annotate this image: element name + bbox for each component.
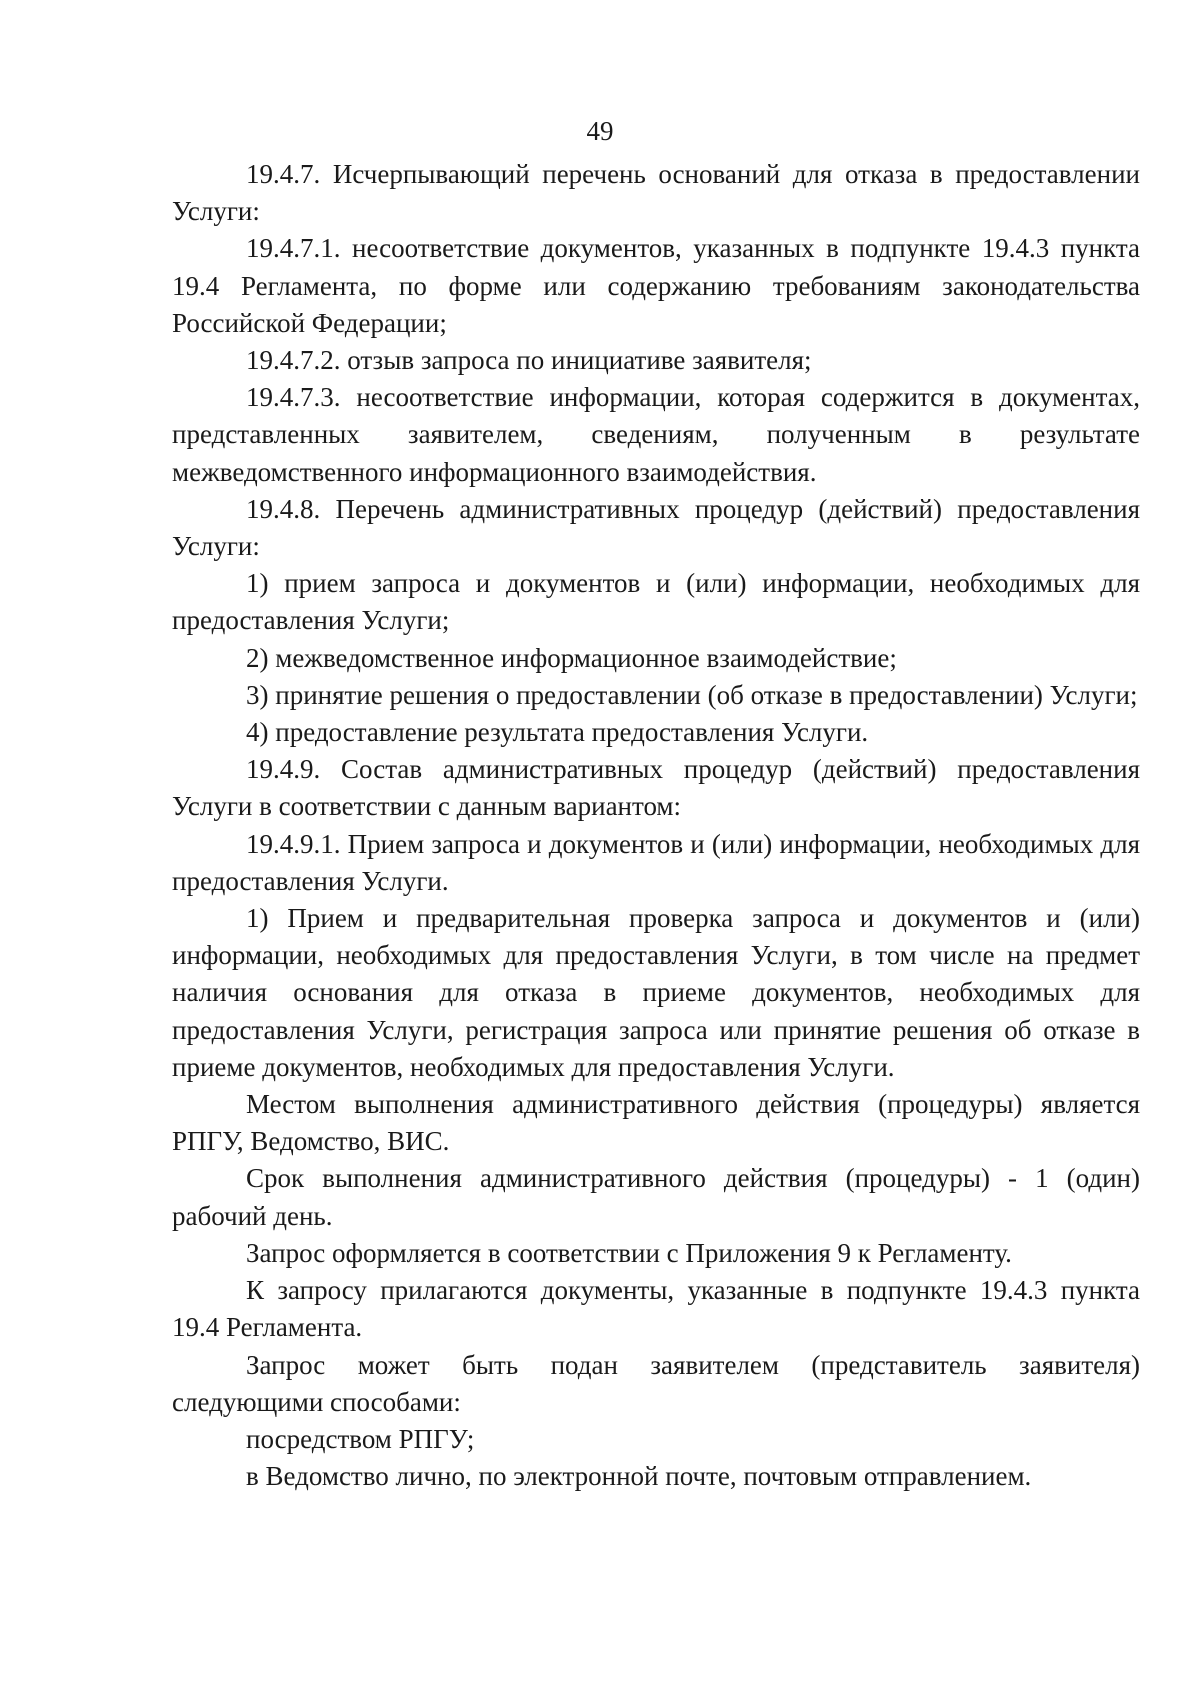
document-body [172, 156, 1140, 1495]
method-vedomstvo: в Ведомство лично, по электронной почте, почтовым отправлением. [246, 1461, 1032, 1492]
paragraph-place: Местом выполнения административного действия (процедуры) является РПГУ, Ведомство, ВИС. [172, 1089, 1140, 1157]
page-number: 49 [586, 116, 614, 146]
paragraph-19-4-9-1: 19.4.9.1. Прием запроса и документов и (или) информации, необходимых для предоставления Услуги. [172, 828, 1140, 896]
list-item-3: 3) принятие решения о предоставлении (об отказе в предоставлении) Услуги; [246, 679, 1138, 710]
method-rpgu: посредством РПГУ; [246, 1423, 475, 1454]
paragraph-19-4-7-2: 19.4.7.2. отзыв запроса по инициативе заявителя; [246, 345, 812, 376]
paragraph-request-form: Запрос оформляется в соответствии с Приложения 9 к Регламенту. [246, 1237, 1012, 1268]
paragraph-19-4-9: 19.4.9. Состав административных процедур (действий) предоставления Услуги в соответствии с данным вариантом: [172, 754, 1140, 822]
list-item-2: 2) межведомственное информационное взаимодействие; [246, 642, 897, 673]
paragraph-term: Срок выполнения административного действия (процедуры) - 1 (один) рабочий день. [172, 1163, 1140, 1231]
paragraph-submission-methods: Запрос может быть подан заявителем (представитель заявителя) следующими способами: [172, 1349, 1140, 1417]
paragraph-19-4-7-3: 19.4.7.3. несоответствие информации, которая содержится в документах, представленных заявителем, сведениям, полученным в результате межведомственного информационного взаимодействия. [172, 382, 1140, 487]
paragraph-19-4-7: 19.4.7. Исчерпывающий перечень оснований для отказа в предоставлении Услуги: [172, 159, 1140, 227]
paragraph-19-4-7-1: 19.4.7.1. несоответствие документов, указанных в подпункте 19.4.3 пункта 19.4 Регламента, по форме или содержанию требованиям законодательства Российской Федерации; [172, 233, 1140, 338]
paragraph-19-4-8: 19.4.8. Перечень административных процедур (действий) предоставления Услуги: [172, 493, 1140, 562]
list-item-4: 4) предоставление результата предоставления Услуги. [246, 717, 869, 748]
paragraph-attachments: К запросу прилагаются документы, указанные в подпункте 19.4.3 пункта 19.4 Регламента. [172, 1275, 1140, 1343]
list-item-1: 1) прием запроса и документов и (или) информации, необходимых для предоставления Услуги; [172, 568, 1140, 636]
procedure-item-1: 1) Прием и предварительная проверка запроса и документов и (или) информации, необходимых для предоставления Услуги, в том числе на предмет наличия основания для отказа в приеме документов, необходимых для предоставления Услуги, регистрация запроса или принятие решения об отказе в приеме документов, необходимых для предоставления Услуги. [172, 903, 1140, 1082]
